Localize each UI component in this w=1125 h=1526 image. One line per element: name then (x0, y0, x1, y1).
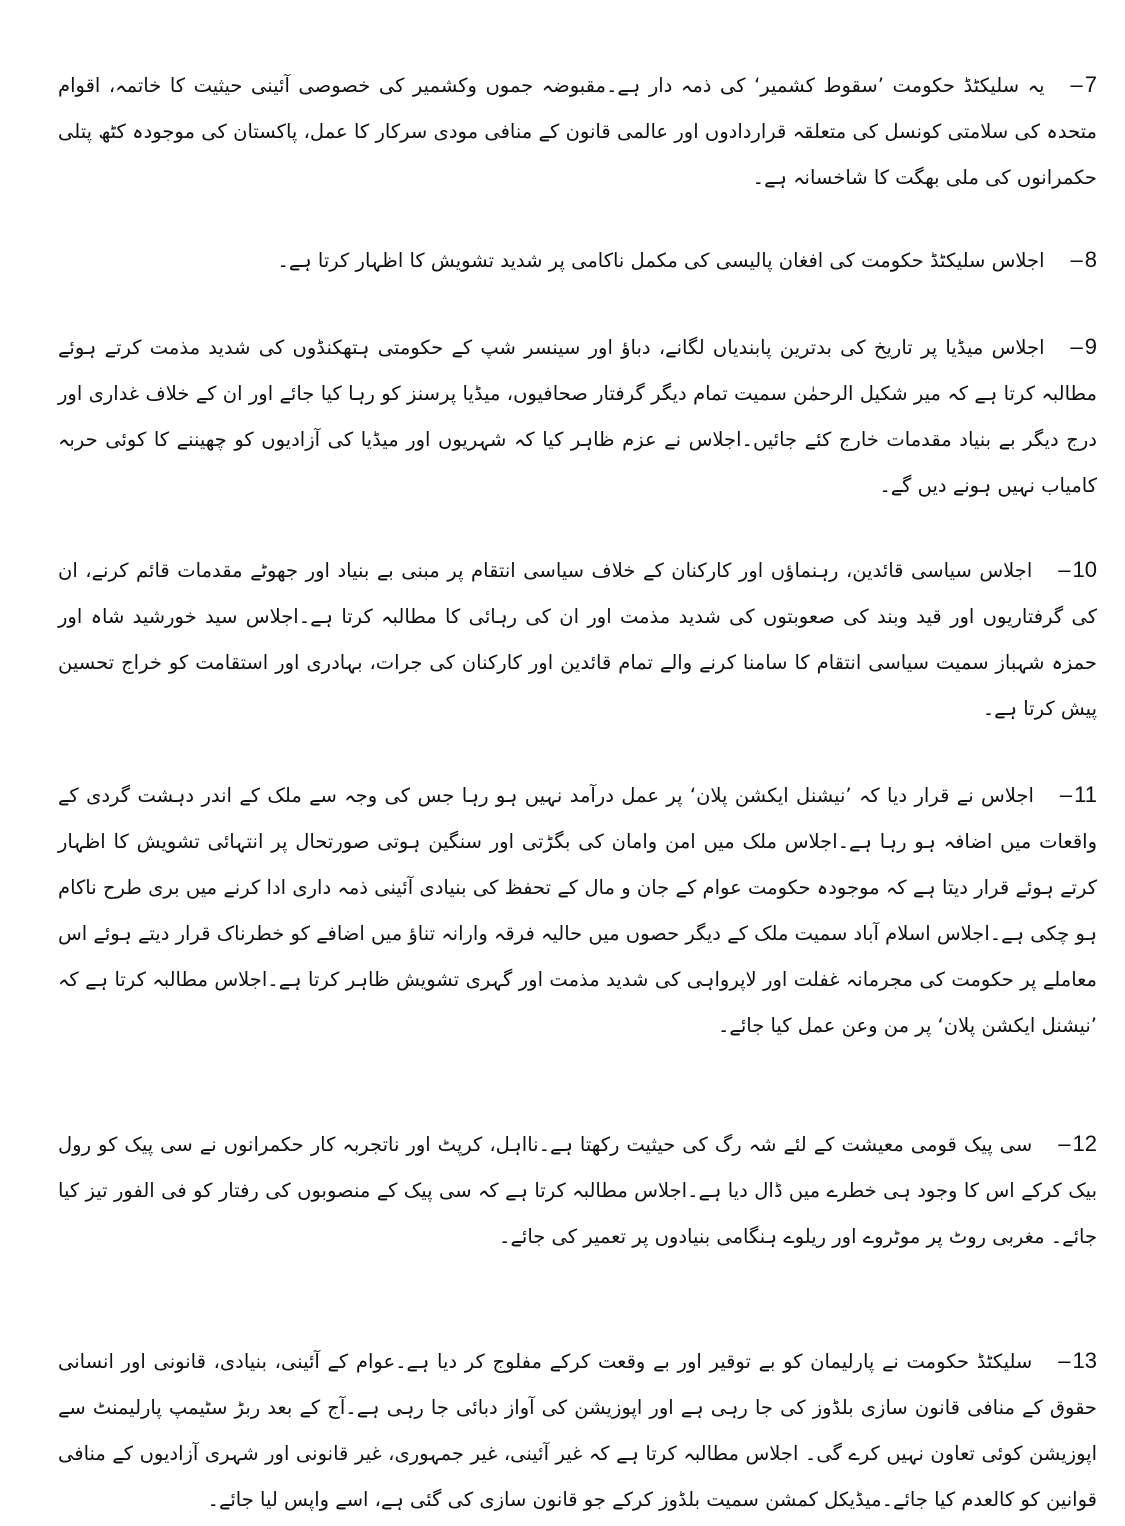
paragraph-10 (58, 547, 1097, 732)
paragraph-text: اجلاس سیاسی قائدین، رہنماؤں اور کارکنان کے خلاف سیاسی انتقام پر مبنی بے بنیاد اور جھوٹے مقدمات قائم کرنے، ان کی گرفتاریوں اور قید وبند کی صعوبتوں کی شدید مذمت اور ان کی رہائی کا مطالبہ کرتا ہے۔اجلاس سید خورشید شاہ اور حمزہ شہباز سمیت سیاسی انتقام کا سامنا کرنے والے تمام قائدین اور کارکنان کی جرات، بہادری اور استقامت کو خراج تحسین پیش کرتا ہے۔ (58, 559, 1097, 720)
paragraph-number: 7 – (1071, 62, 1098, 108)
paragraph-number: 11 – (1060, 772, 1097, 818)
paragraph-number: 13 – (1058, 1338, 1097, 1384)
paragraph-13 (58, 1338, 1097, 1523)
paragraph-text: اجلاس میڈیا پر تاریخ کی بدترین پابندیاں لگانے، دباؤ اور سینسر شپ کے حکومتی ہتھکنڈوں کی شدید مذمت کرتے ہوئے مطالبہ کرتا ہے کہ میر شکیل الرحمٰن سمیت تمام دیگر گرفتار صحافیوں، میڈیا پرسنز کو رہا کیا جائے اور ان کے خلاف غداری اور درج دیگر بے بنیاد مقدمات خارج کئے جائیں۔اجلاس نے عزم ظاہر کیا کہ شہریوں اور میڈیا کی آزادیوں کو چھیننے کا کوئی حربہ کامیاب نہیں ہونے دیں گے۔ (58, 336, 1097, 497)
paragraph-8 (58, 237, 1097, 284)
paragraph-text: سلیکٹڈ حکومت نے پارلیمان کو بے توقیر اور بے وقعت کرکے مفلوج کر دیا ہے۔عوام کے آئینی، بنیادی، قانونی اور انسانی حقوق کے منافی قانون سازی بلڈوز کی جا رہی ہے اور اپوزیشن کی آواز دبائی جا رہی ہے۔آج کے بعد ربڑ سٹیمپ پارلیمنٹ سے اپوزیشن کوئی تعاون نہیں کرے گی۔ اجلاس مطالبہ کرتا ہے کہ غیر آئینی، غیر جمہوری، غیر قانونی اور شہری آزادیوں کے منافی قوانین کو کالعدم کیا جائے۔میڈیکل کمشن سمیت بلڈوز کرکے جو قانون سازی کی گئی ہے، اسے واپس لیا جائے۔ (58, 1350, 1097, 1511)
paragraph-number: 10 – (1058, 547, 1097, 593)
paragraph-9 (58, 324, 1097, 509)
paragraph-text: اجلاس نے قرار دیا کہ ’نیشنل ایکشن پلان‘ پر عمل درآمد نہیں ہو رہا جس کی وجہ سے ملک کے اندر دہشت گردی کے واقعات میں اضافہ ہو رہا ہے۔اجلاس ملک میں امن وامان کی بگڑتی اور سنگین ہوتی صورتحال پر انتہائی تشویش کا اظہار کرتے ہوئے قرار دیتا ہے کہ موجودہ حکومت عوام کے جان و مال کے تحفظ کی بنیادی آئینی ذمہ داری ادا کرنے میں بری طرح ناکام ہو چکی ہے۔اجلاس اسلام آباد سمیت ملک کے دیگر حصوں میں حالیہ فرقہ وارانہ تناؤ میں اضافے کو خطرناک قرار دیتے ہوئے اس معاملے پر حکومت کی مجرمانہ غفلت اور لاپرواہی کی شدید مذمت اور گہری تشویش ظاہر کرتا ہے۔اجلاس مطالبہ کرتا ہے کہ ’نیشنل ایکشن پلان‘ پر من وعن عمل کیا جائے۔ (58, 784, 1097, 1037)
paragraph-7 (58, 62, 1097, 201)
paragraph-number: 8 – (1071, 237, 1098, 283)
paragraph-text: اجلاس سلیکٹڈ حکومت کی افغان پالیسی کی مکمل ناکامی پر شدید تشویش کا اظہار کرتا ہے۔ (277, 249, 1045, 272)
paragraph-text: یہ سلیکٹڈ حکومت ’سقوط کشمیر‘ کی ذمہ دار ہے۔مقبوضہ جموں وکشمیر کی خصوصی آئینی حیثیت کا خاتمہ، اقوام متحدہ کی سلامتی کونسل کی متعلقہ قراردادوں اور عالمی قانون کے منافی مودی سرکار کا عمل، پاکستان کی موجودہ کٹھ پتلی حکمرانوں کی ملی بھگت کا شاخسانہ ہے۔ (58, 74, 1097, 189)
paragraph-12 (58, 1121, 1097, 1260)
paragraph-number: 9 – (1071, 324, 1098, 370)
paragraph-number: 12 – (1058, 1121, 1097, 1167)
paragraph-text: سی پیک قومی معیشت کے لئے شہ رگ کی حیثیت رکھتا ہے۔نااہل، کرپٹ اور ناتجربہ کار حکمرانوں نے سی پیک کو رول بیک کرکے اس کا وجود ہی خطرے میں ڈال دیا ہے۔اجلاس مطالبہ کرتا ہے کہ سی پیک کے منصوبوں کی رفتار کو فی الفور تیز کیا جائے۔ مغربی روٹ پر موٹروے اور ریلوے ہنگامی بنیادوں پر تعمیر کی جائے۔ (58, 1133, 1097, 1248)
paragraph-11 (58, 772, 1097, 1049)
